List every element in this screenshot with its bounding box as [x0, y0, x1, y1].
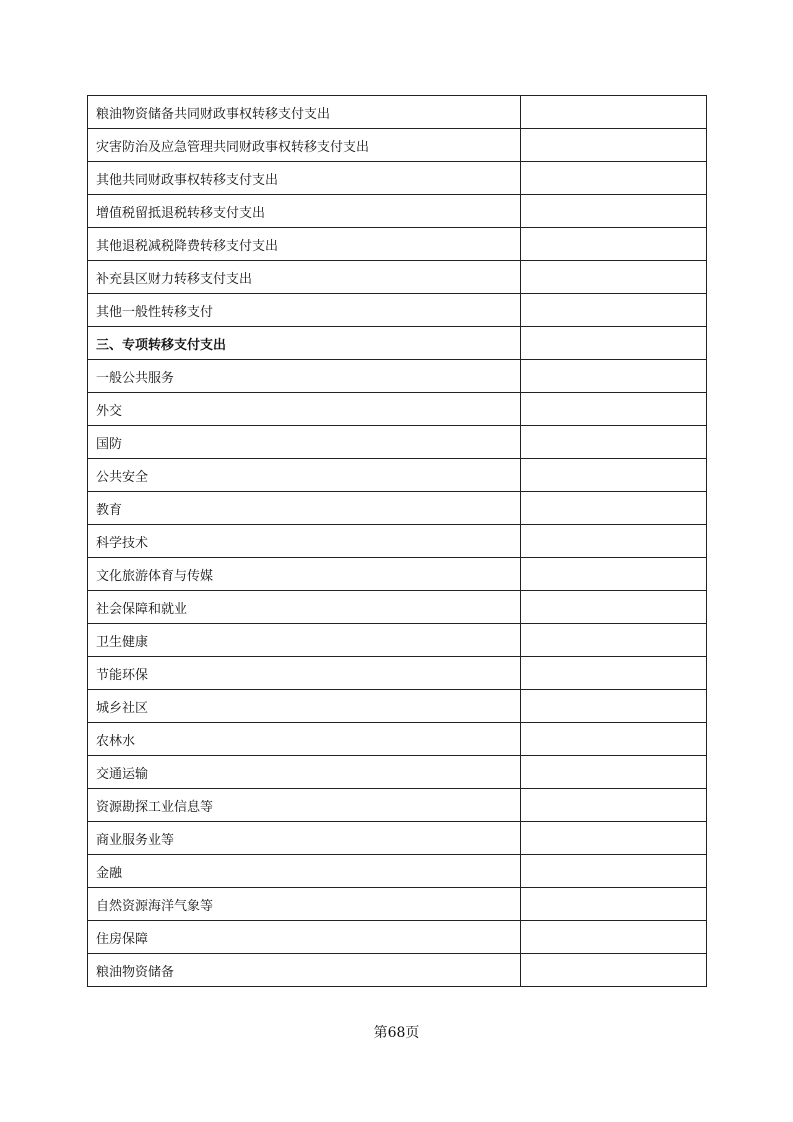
item-name-cell: 其他共同财政事权转移支付支出 — [88, 162, 521, 195]
section-heading-cell: 三、专项转移支付支出 — [88, 327, 521, 360]
table-row — [88, 294, 707, 327]
item-name-cell: 教育 — [88, 492, 521, 525]
table-row — [88, 129, 707, 162]
item-name-cell: 一般公共服务 — [88, 360, 521, 393]
table-row — [88, 525, 707, 558]
table-row — [88, 162, 707, 195]
item-amount-cell — [521, 921, 707, 954]
item-name-cell: 住房保障 — [88, 921, 521, 954]
item-name-cell: 国防 — [88, 426, 521, 459]
item-amount-cell — [521, 459, 707, 492]
table-row — [88, 921, 707, 954]
item-amount-cell — [521, 96, 707, 129]
table-row — [88, 624, 707, 657]
item-amount-cell — [521, 162, 707, 195]
table-row — [88, 822, 707, 855]
item-amount-cell — [521, 558, 707, 591]
table-row — [88, 954, 707, 987]
item-name-cell: 其他一般性转移支付 — [88, 294, 521, 327]
item-name-cell: 卫生健康 — [88, 624, 521, 657]
table-row — [88, 657, 707, 690]
item-name-cell: 补充县区财力转移支付支出 — [88, 261, 521, 294]
table-row — [88, 393, 707, 426]
item-amount-cell — [521, 228, 707, 261]
item-amount-cell — [521, 756, 707, 789]
item-name-cell: 资源勘探工业信息等 — [88, 789, 521, 822]
table-row — [88, 261, 707, 294]
item-name-cell: 外交 — [88, 393, 521, 426]
item-name-cell: 自然资源海洋气象等 — [88, 888, 521, 921]
table-row — [88, 855, 707, 888]
item-name-cell: 交通运输 — [88, 756, 521, 789]
table-row — [88, 789, 707, 822]
table-row — [88, 327, 707, 360]
item-name-cell: 城乡社区 — [88, 690, 521, 723]
item-amount-cell — [521, 591, 707, 624]
item-name-cell: 公共安全 — [88, 459, 521, 492]
item-amount-cell — [521, 360, 707, 393]
item-amount-cell — [521, 261, 707, 294]
item-name-cell: 节能环保 — [88, 657, 521, 690]
item-name-cell: 社会保障和就业 — [88, 591, 521, 624]
table-row — [88, 756, 707, 789]
item-amount-cell — [521, 657, 707, 690]
item-amount-cell — [521, 822, 707, 855]
item-amount-cell — [521, 525, 707, 558]
item-amount-cell — [521, 393, 707, 426]
item-amount-cell — [521, 723, 707, 756]
item-amount-cell — [521, 327, 707, 360]
table-row — [88, 558, 707, 591]
table-row — [88, 591, 707, 624]
budget-table-body — [88, 96, 707, 987]
item-amount-cell — [521, 789, 707, 822]
item-name-cell: 文化旅游体育与传媒 — [88, 558, 521, 591]
item-name-cell: 粮油物资储备共同财政事权转移支付支出 — [88, 96, 521, 129]
table-row — [88, 888, 707, 921]
item-amount-cell — [521, 855, 707, 888]
item-amount-cell — [521, 129, 707, 162]
table-row — [88, 723, 707, 756]
item-amount-cell — [521, 954, 707, 987]
table-row — [88, 426, 707, 459]
item-name-cell: 其他退税减税降费转移支付支出 — [88, 228, 521, 261]
item-name-cell: 金融 — [88, 855, 521, 888]
item-amount-cell — [521, 690, 707, 723]
table-row — [88, 690, 707, 723]
item-amount-cell — [521, 195, 707, 228]
page-number: 第68页 — [373, 1025, 420, 1041]
item-amount-cell — [521, 888, 707, 921]
item-name-cell: 灾害防治及应急管理共同财政事权转移支付支出 — [88, 129, 521, 162]
item-name-cell: 科学技术 — [88, 525, 521, 558]
table-row — [88, 195, 707, 228]
item-amount-cell — [521, 492, 707, 525]
item-name-cell: 农林水 — [88, 723, 521, 756]
table-row — [88, 492, 707, 525]
item-name-cell: 商业服务业等 — [88, 822, 521, 855]
budget-table — [87, 95, 707, 987]
item-amount-cell — [521, 624, 707, 657]
item-name-cell: 粮油物资储备 — [88, 954, 521, 987]
table-row — [88, 96, 707, 129]
table-row — [88, 228, 707, 261]
table-row — [88, 459, 707, 492]
item-name-cell: 增值税留抵退税转移支付支出 — [88, 195, 521, 228]
item-amount-cell — [521, 294, 707, 327]
table-row — [88, 360, 707, 393]
item-amount-cell — [521, 426, 707, 459]
